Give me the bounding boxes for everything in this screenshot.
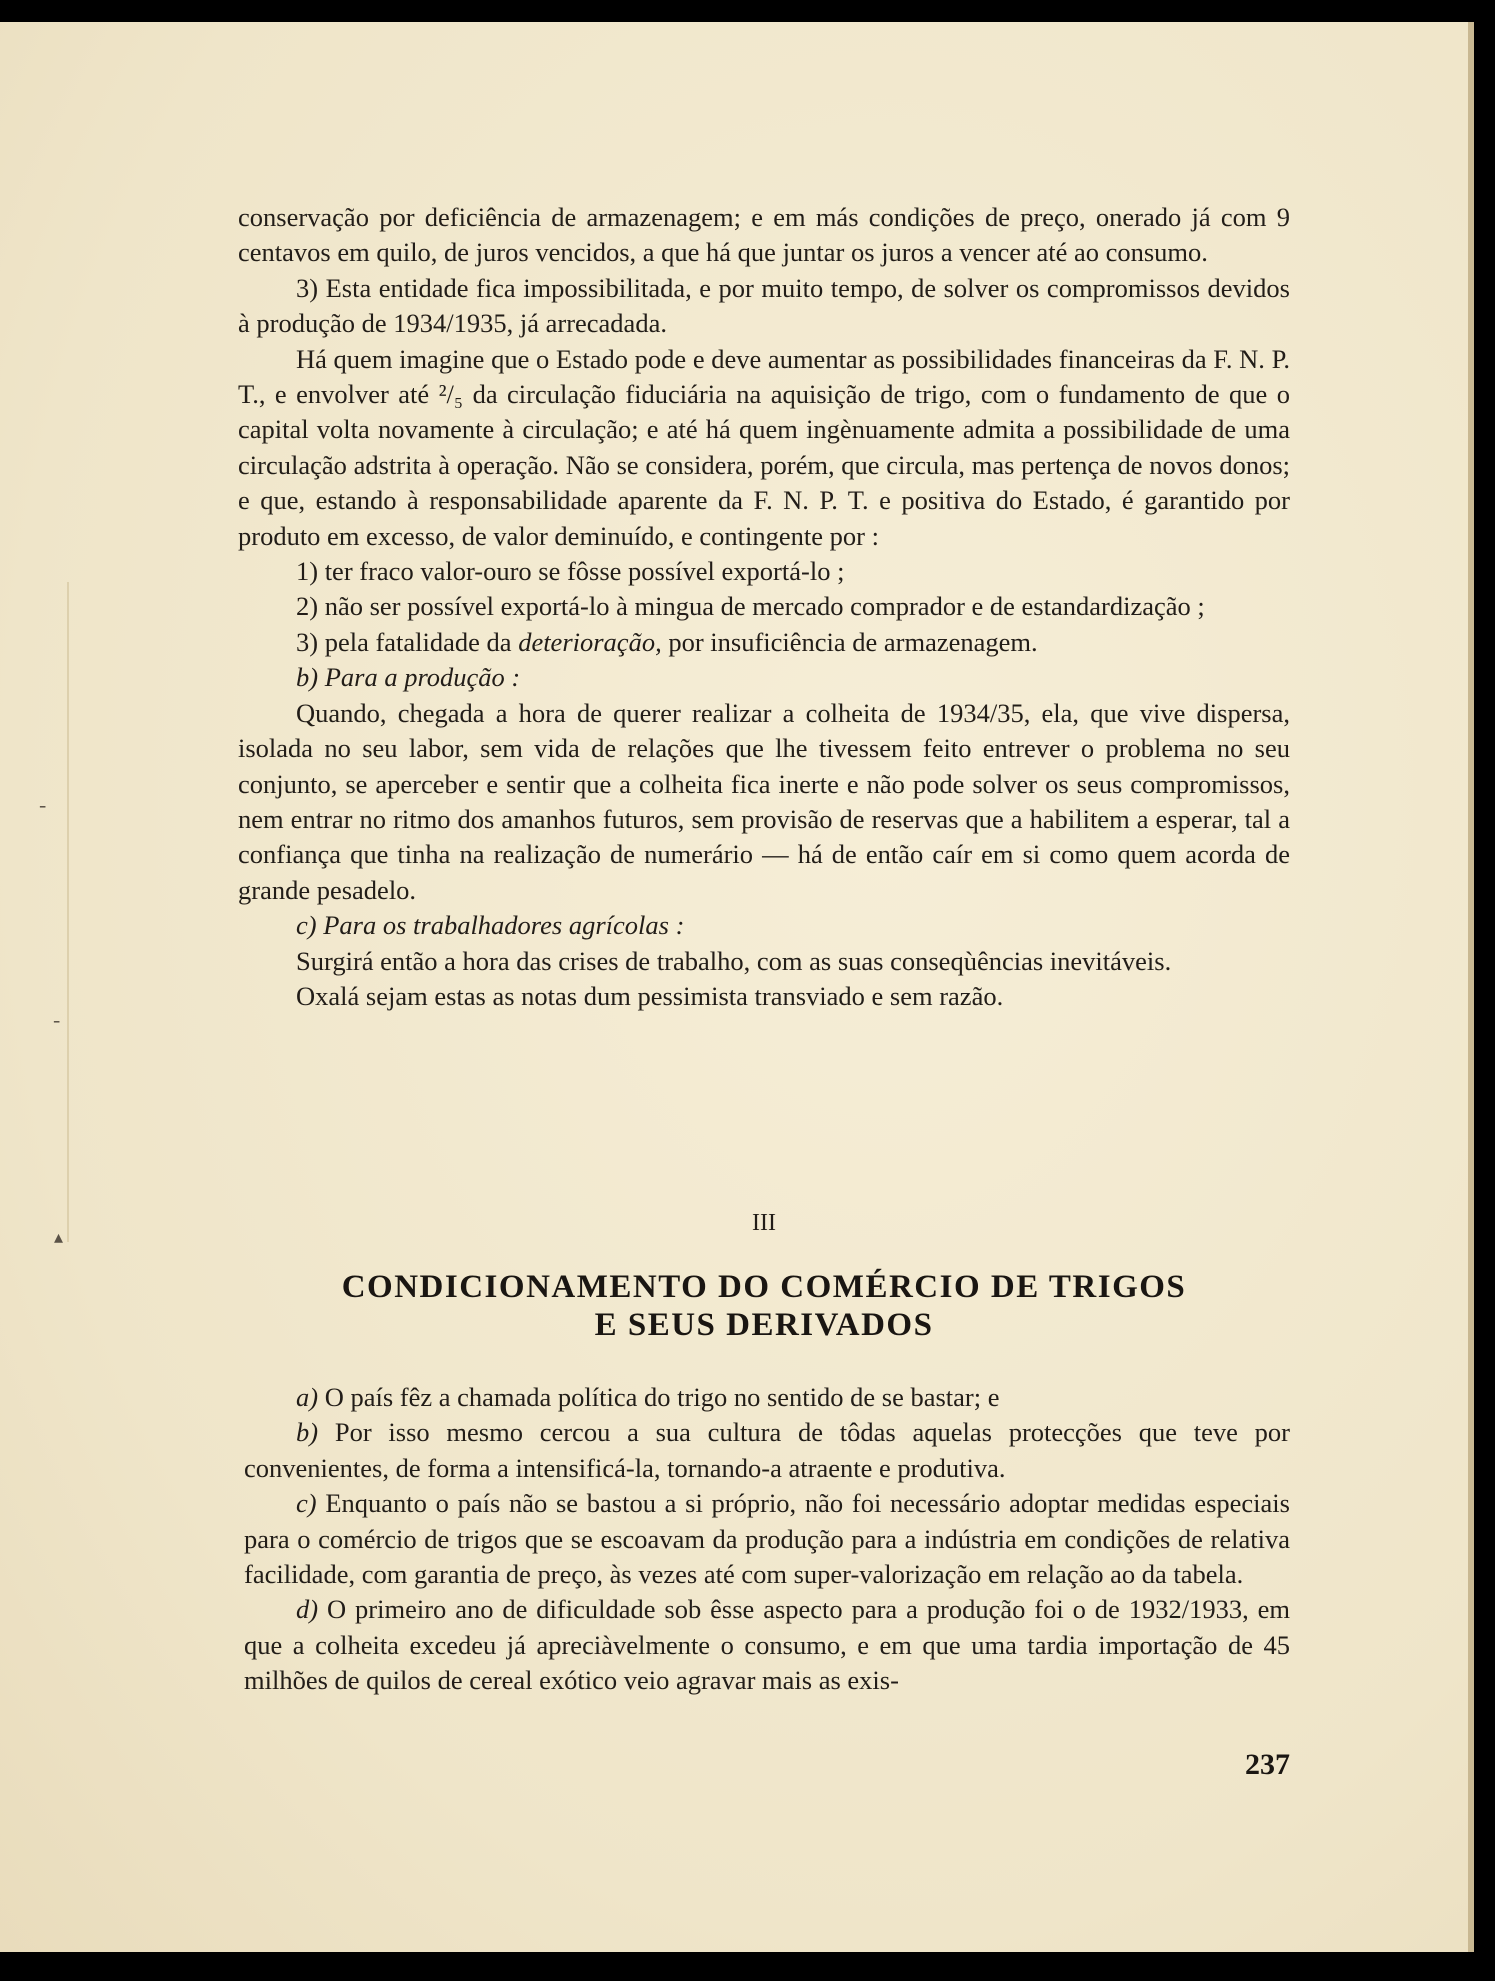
binding-mark-middle: ╴	[54, 1012, 65, 1033]
page-edge	[1468, 22, 1474, 1952]
point-d	[244, 1592, 1290, 1698]
point-d-text: O primeiro ano de dificuldade sob êsse aspecto para a produção foi o de 1932/1933, em que a colheita excedeu já apreciàvelmente o consumo, e em que uma tardia importação de 45 milhões de quilos de cereal exótico veio agravar mais as exis-	[244, 1594, 1290, 1696]
point-c	[244, 1486, 1290, 1592]
item-3b-lead: 3) pela fatalidade da	[296, 626, 519, 657]
body-text	[238, 200, 1290, 1014]
subheading-producao: b) Para a produção :	[296, 662, 521, 693]
point-a	[244, 1380, 1290, 1415]
binding-mark-bottom: ▴	[54, 1227, 64, 1248]
page-number: 237	[1245, 1748, 1290, 1781]
point-d-marker: d)	[296, 1594, 319, 1625]
binding-fold	[67, 582, 69, 1242]
item-3b-emphasis: deterioração,	[518, 626, 662, 657]
paragraph-oxala: Oxalá sejam estas as notas dum pessimista transviado e sem razão.	[296, 980, 1004, 1011]
section-title-line-1: CONDICIONAMENTO DO COMÉRCIO DE TRIGOS	[341, 1269, 1187, 1305]
paragraph-item-2: 2) não ser possível exportá-lo à mingua de mercado comprador e de estandardização ;	[296, 591, 1205, 622]
point-a-text: O país fêz a chamada política do trigo no sentido de se bastar; e	[318, 1382, 1000, 1412]
subheading-trabalhadores: c) Para os trabalhadores agrícolas :	[296, 910, 685, 941]
section-title	[238, 1268, 1290, 1344]
section-body	[244, 1380, 1290, 1699]
section-number: III	[752, 1210, 776, 1236]
paragraph-item-3: 3) Esta entidade fica impossibilitada, e por muito tempo, de solver os compromissos devidos à produção de 1934/1935, já arrecadada.	[238, 272, 1290, 339]
binding-mark-top: ╴	[40, 797, 51, 818]
point-b-text: Por isso mesmo cercou a sua cultura de tôdas aquelas protecções que teve por convenientes, de forma a intensificá-la, tornando-a atraente e produtiva.	[244, 1417, 1290, 1483]
paragraph-item-3b	[238, 625, 1290, 660]
paragraph-state: Há quem imagine que o Estado pode e deve aumentar as possibilidades financeiras da F. N. P. T., e envolver até ²/₅ da circulação fiduciária na aquisição de trigo, com o fundamento de que o capital volta novamente à circulação; e até há quem ingènuamente admita a possibilidade de uma circulação adstrita à operação. Não se considera, porém, que circula, mas pertença de novos donos; e que, estando à responsabilidade aparente da F. N. P. T. e positiva do Estado, é garantido por produto em excesso, de valor deminuído, e contingente por :	[238, 343, 1290, 551]
point-c-text: Enquanto o país não se bastou a si próprio, não foi necessário adoptar medidas especiais para o comércio de trigos que se escoavam da produção para a indústria em condições de relativa facilidade, com garantia de preço, às vezes até com super-valorização em relação ao da tabela.	[244, 1488, 1290, 1590]
paragraph-colheita: Quando, chegada a hora de querer realizar a colheita de 1934/35, ela, que vive dispersa, isolada no seu labor, sem vida de relações que lhe tivessem feito entrever o problema no seu conjunto, se aperceber e sentir que a colheita fica inerte e não pode solver os seus compromissos, nem entrar no ritmo dos amanhos futuros, sem provisão de reservas que a habilitem a esperar, tal a confiança que tinha na realização de numerário — há de então caír em si como quem acorda de grande pesadelo.	[238, 697, 1290, 905]
point-b	[244, 1415, 1290, 1486]
section-title-line-2: E SEUS DERIVADOS	[594, 1307, 934, 1343]
paragraph-crises: Surgirá então a hora das crises de trabalho, com as suas conseqùências inevitáveis.	[296, 945, 1172, 976]
point-a-marker: a)	[296, 1382, 319, 1412]
paragraph-item-1: 1) ter fraco valor-ouro se fôsse possível exportá-lo ;	[296, 556, 845, 587]
point-c-marker: c)	[296, 1488, 317, 1519]
point-b-marker: b)	[296, 1417, 319, 1448]
paragraph-continuation: conservação por deficiência de armazenagem; e em más condições de preço, onerado já com 9 centavos em quilo, de juros vencidos, a que há que juntar os juros a vencer até ao consumo.	[238, 202, 1290, 268]
item-3b-tail: por insuficiência de armazenagem.	[661, 626, 1038, 657]
